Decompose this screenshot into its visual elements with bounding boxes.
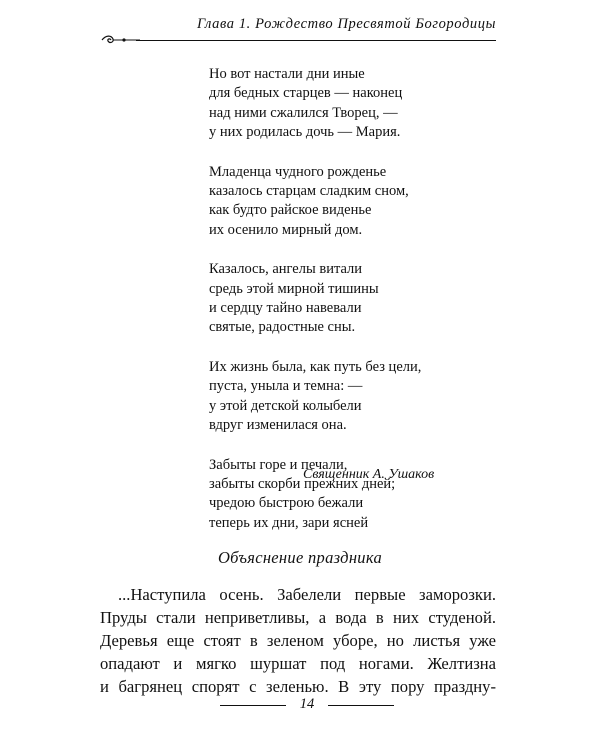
poem-line: теперь их дни, зари ясней xyxy=(209,514,369,531)
poem-line: Младенца чудного рожденье xyxy=(209,163,387,180)
poem-line: чредою быстрою бежали xyxy=(209,495,364,512)
poem-author: Священник А. Ушаков xyxy=(303,467,435,482)
poem-line: и сердцу тайно навевали xyxy=(209,300,362,317)
prose-line: опадают и мягко шуршат под ногами. Желтизна xyxy=(100,654,496,673)
poem-line: казалось старцам сладким сном, xyxy=(209,183,409,200)
poem-line: как будто райское виденье xyxy=(209,202,372,219)
poem-line: у них родилась дочь — Мария. xyxy=(209,124,401,141)
prose-paragraph xyxy=(100,583,496,698)
poem-stanza xyxy=(209,260,469,338)
poem-line: у этой детской колыбели xyxy=(209,397,362,414)
poem-line: Забыты горе и печали, xyxy=(209,456,348,473)
prose-line: и багрянец спорят с зеленью. В эту пору праздну- xyxy=(100,677,496,696)
poem-stanza xyxy=(209,163,469,241)
poem-stanza xyxy=(209,358,469,436)
prose-line: Деревья еще стоят в зеленом уборе, но листья уже xyxy=(100,631,496,650)
poem-stanza xyxy=(209,65,469,143)
prose-line: Пруды стали неприветливы, а вода в них студеной. xyxy=(100,608,496,627)
page-number: 14 xyxy=(299,696,315,712)
poem-line: для бедных старцев — наконец xyxy=(209,85,403,102)
poem-line: Но вот настали дни иные xyxy=(209,66,365,82)
poem-line: их осенило мирный дом. xyxy=(209,221,363,238)
poem-line: вдруг изменилася она. xyxy=(209,417,347,434)
poem-line: забыты скорби прежних дней; xyxy=(209,475,396,492)
poem-line: Их жизнь была, как путь без цели, xyxy=(209,358,422,375)
page-footer xyxy=(100,696,496,716)
chapter-title: Глава 1. Рождество Пресвятой Богородицы xyxy=(196,16,496,32)
poem-line: святые, радостные сны. xyxy=(209,319,356,336)
header-rule xyxy=(136,40,496,41)
footer-rule-right xyxy=(328,705,394,706)
running-header xyxy=(100,16,496,48)
footer-rule-left xyxy=(220,705,286,706)
prose-line: ...Наступила осень. Забелели первые заморозки. xyxy=(118,585,496,604)
poem-line: над ними сжалился Творец, — xyxy=(209,104,398,121)
poem-line: средь этой мирной тишины xyxy=(209,280,379,297)
poem-line: Казалось, ангелы витали xyxy=(209,261,363,278)
poem-line: пуста, уныла и темна: — xyxy=(209,378,363,395)
section-title: Объяснение праздника xyxy=(217,548,383,567)
flourish-ornament-icon xyxy=(100,32,140,48)
